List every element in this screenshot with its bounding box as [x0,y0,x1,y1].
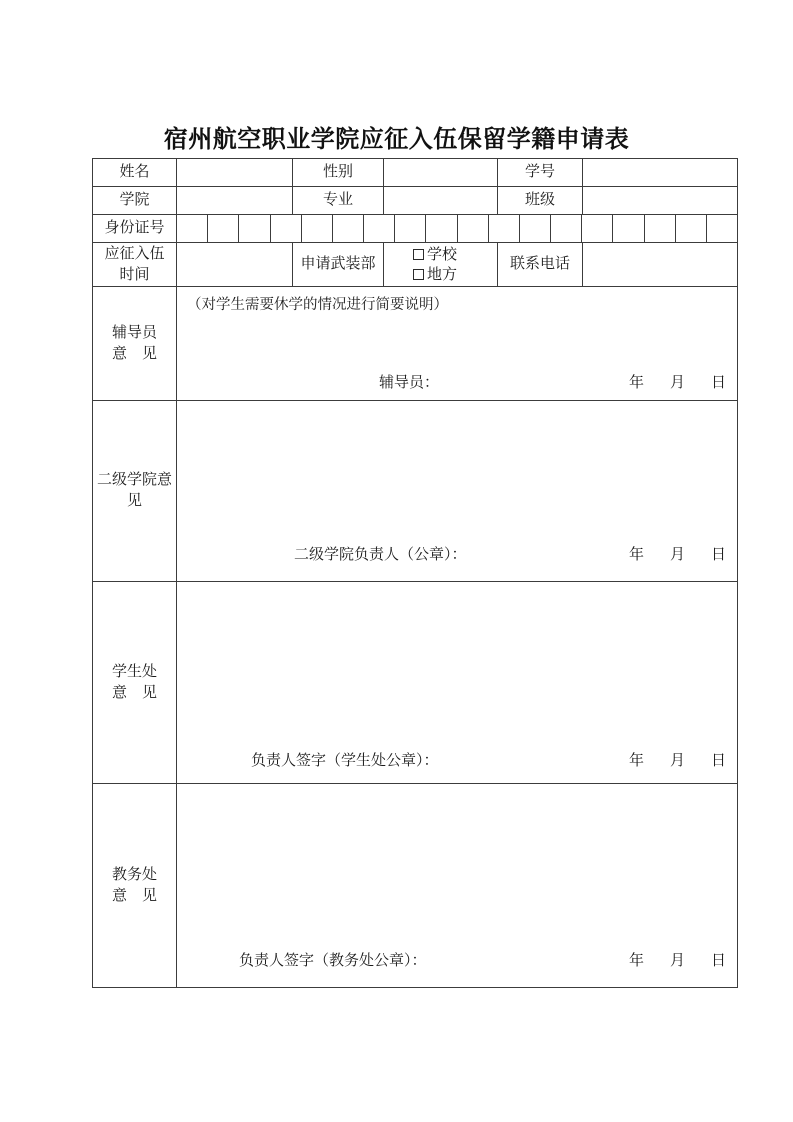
class-field[interactable] [583,187,737,214]
day-label: 日 [710,547,726,563]
major-field[interactable] [384,187,498,214]
enlist-time-label-line2: 时间 [119,266,150,283]
id-digit-cell[interactable] [208,215,239,242]
college-note-text [177,401,737,409]
month-label: 月 [669,753,685,769]
application-form-table [92,158,738,988]
id-digit-cell[interactable] [239,215,270,242]
enlist-time-field[interactable] [177,243,293,286]
checkbox-icon [413,249,424,260]
id-digit-cell[interactable] [177,215,208,242]
enlist-time-label-line1: 应征入伍 [104,245,165,262]
day-label: 日 [710,375,726,391]
academic-affairs-note-text [177,784,737,792]
counselor-signature-line [177,371,737,400]
section-label-line2: 意 见 [111,345,157,362]
id-number-label: 身份证号 [93,215,177,242]
year-label: 年 [628,375,644,391]
id-digit-cell[interactable] [395,215,426,242]
gender-field[interactable] [384,159,498,186]
id-digit-cell[interactable] [271,215,302,242]
id-digit-cell[interactable] [582,215,613,242]
college-field[interactable] [177,187,293,214]
student-affairs-signature-line [177,749,737,783]
id-digit-cell[interactable] [458,215,489,242]
section-label-line2: 见 [126,493,142,509]
section-college-opinion [93,401,737,582]
section-label-line1: 教务处 [111,866,157,883]
college-label: 学院 [93,187,177,214]
major-label: 专业 [293,187,384,214]
section-academic-affairs-opinion [93,784,737,987]
month-label: 月 [669,375,685,391]
class-label: 班级 [498,187,583,214]
academic-affairs-signature-line [177,949,737,987]
section-label-line2: 意 见 [111,887,157,904]
month-label: 月 [669,953,685,969]
student-affairs-note-text [177,582,737,590]
day-label: 日 [710,953,726,969]
month-label: 月 [669,547,685,563]
counselor-note-text: （对学生需要休学的情况进行简要说明） [187,297,448,313]
section-student-affairs-opinion [93,582,737,784]
id-digit-cell[interactable] [551,215,582,242]
id-digit-cell[interactable] [302,215,333,242]
gender-label: 性别 [293,159,384,186]
name-field[interactable] [177,159,293,186]
checkbox-local-label: 地方 [427,266,458,283]
college-sign-label: 二级学院负责人（公章）： [294,547,467,563]
academic-affairs-sign-label: 负责人签字（教务处公章）： [239,953,427,969]
id-digit-cell[interactable] [613,215,644,242]
college-signature-line [177,543,737,581]
armed-dept-options [384,243,498,286]
counselor-sign-label: 辅导员： [379,375,440,391]
id-digit-cell[interactable] [333,215,364,242]
student-affairs-sign-label: 负责人签字（学生处公章）： [251,753,439,769]
id-digit-cell[interactable] [489,215,520,242]
date-placeholder [629,749,737,770]
year-label: 年 [628,547,644,563]
year-label: 年 [628,953,644,969]
table-row-enlist [93,243,737,287]
phone-field[interactable] [583,243,737,286]
enlist-time-label [93,243,177,286]
section-label-line2: 意 见 [111,684,157,701]
counselor-opinion-area[interactable] [177,287,737,400]
name-label: 姓名 [93,159,177,186]
table-row-basic-1 [93,159,737,187]
id-digit-cell[interactable] [520,215,551,242]
checkbox-local[interactable] [413,266,497,284]
student-affairs-opinion-label [93,582,177,783]
day-label: 日 [710,753,726,769]
checkbox-school[interactable] [413,246,497,264]
year-label: 年 [628,753,644,769]
checkbox-icon [413,269,424,280]
table-row-id-number [93,215,737,243]
college-opinion-area[interactable] [177,401,737,581]
table-row-basic-2 [93,187,737,215]
id-digit-cell[interactable] [645,215,676,242]
id-digit-cells [177,215,737,242]
id-digit-cell[interactable] [707,215,737,242]
date-placeholder [629,949,737,970]
section-label-line1: 学生处 [111,663,157,680]
date-placeholder [629,371,737,392]
section-counselor-opinion [93,287,737,401]
section-label-line1: 辅导员 [111,324,157,341]
student-id-label: 学号 [498,159,583,186]
academic-affairs-opinion-label [93,784,177,987]
phone-label: 联系电话 [498,243,583,286]
counselor-opinion-label [93,287,177,400]
form-title: 宿州航空职业学院应征入伍保留学籍申请表 [163,127,630,153]
date-placeholder [629,543,737,564]
section-label-line1: 二级学院意 [96,472,172,488]
student-id-field[interactable] [583,159,737,186]
id-digit-cell[interactable] [364,215,395,242]
id-digit-cell[interactable] [676,215,707,242]
academic-affairs-opinion-area[interactable] [177,784,737,987]
armed-dept-label: 申请武装部 [293,243,384,286]
student-affairs-opinion-area[interactable] [177,582,737,783]
checkbox-school-label: 学校 [427,246,458,263]
id-digit-cell[interactable] [426,215,457,242]
college-opinion-label [93,401,177,581]
